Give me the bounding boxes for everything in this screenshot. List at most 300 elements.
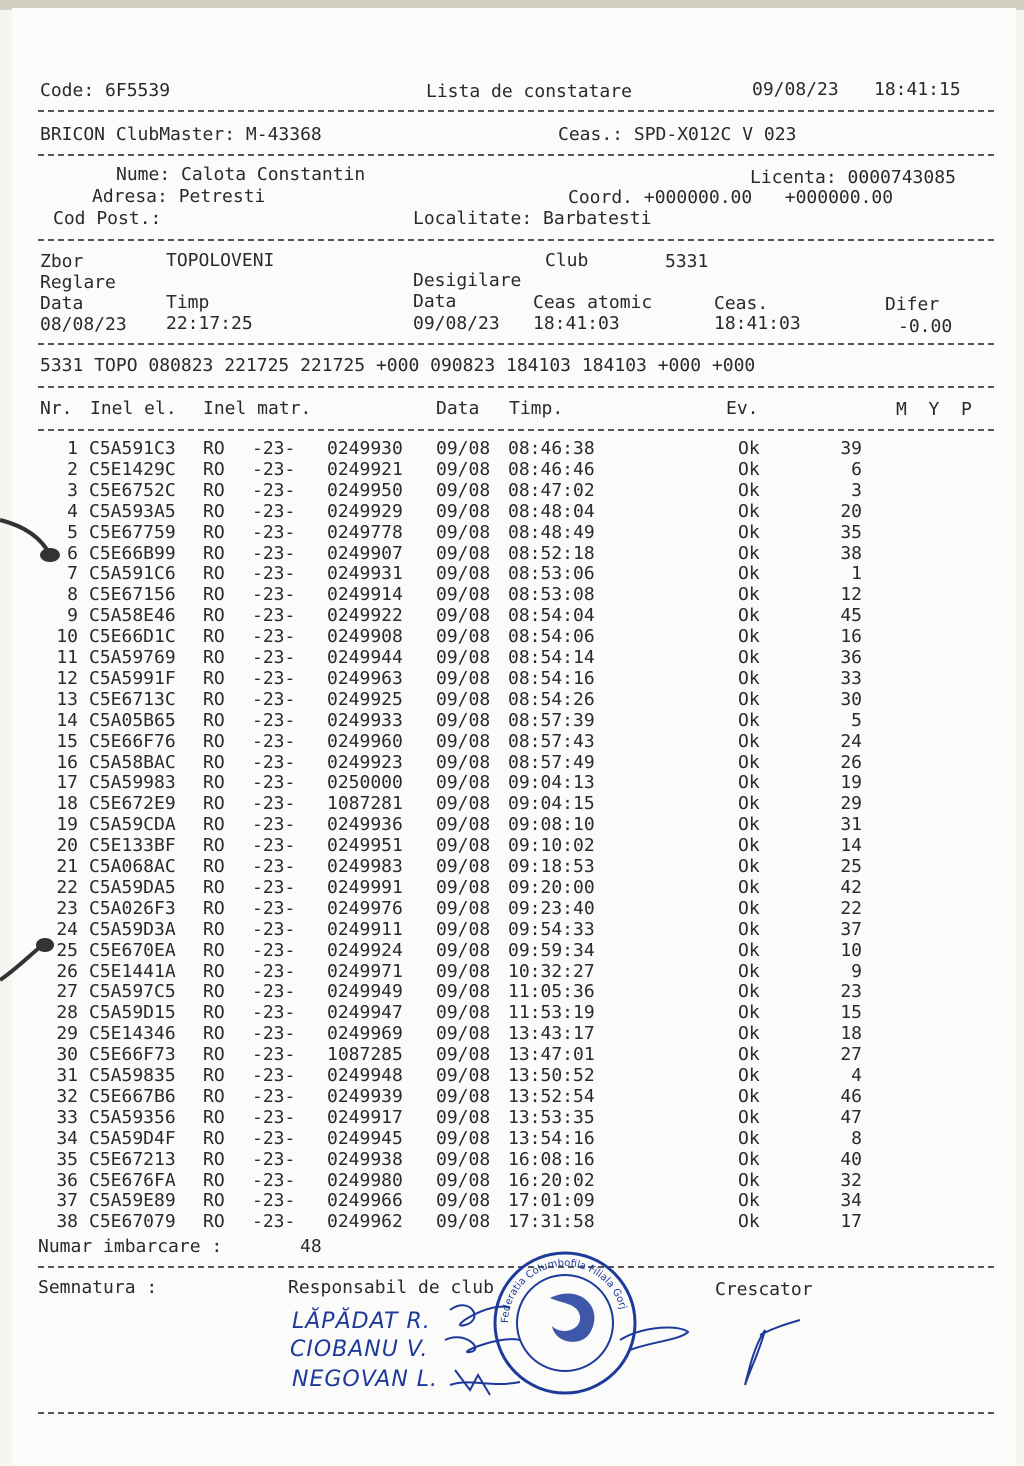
ring-number: 0249924 [327,939,403,961]
row-nr: 23 [56,897,78,919]
position: 18 [840,1023,862,1045]
arrival-date: 09/08 [436,605,491,627]
ring-number: 0249908 [327,626,403,648]
arrival-date: 09/08 [436,479,491,501]
country-code: RO [203,1044,225,1066]
row-nr: 38 [56,1211,78,1233]
arrival-date: 09/08 [436,438,491,459]
doc-code: Code: 6F5539 [40,80,171,101]
arrival-date: 09/08 [436,1106,491,1128]
table-row [0,584,1000,605]
row-nr: 2 [67,458,78,480]
arrival-date: 09/08 [436,856,491,877]
arrival-date: 09/08 [436,1065,491,1086]
position: 17 [840,1211,862,1233]
arrival-time: 09:54:33 [508,918,595,940]
device-id: BRICON ClubMaster: M-43368 [40,124,322,145]
arrival-date: 09/08 [436,897,491,919]
row-nr: 10 [56,626,78,648]
position: 16 [840,626,862,648]
handwritten-name-1: LĂPĂDAT R. [292,1309,431,1334]
arrival-time: 10:32:27 [508,960,595,982]
position: 22 [840,897,862,919]
position: 25 [840,856,862,877]
table-row [0,961,1000,982]
table-row [0,522,1000,543]
arrival-time: 13:52:54 [508,1085,595,1107]
ring-year: -23- [252,1190,296,1212]
ring-number: 0249947 [327,1002,403,1024]
ring-number: 0249778 [327,521,403,543]
event-status: Ok [738,835,760,857]
handwritten-name-3: NEGOVAN L. [292,1367,439,1392]
country-code: RO [203,1169,225,1191]
club-label: Club [545,250,589,271]
ring-year: -23- [252,960,296,982]
table-row [0,459,1000,480]
row-nr: 28 [56,1002,78,1024]
binder-mark-icon [0,500,70,580]
divider [38,154,994,156]
row-nr: 8 [67,584,78,606]
event-status: Ok [738,709,760,731]
table-row [0,543,1000,564]
electronic-ring: C5E133BF [89,835,176,857]
event-status: Ok [738,1211,760,1233]
col-myp: M Y P [896,399,972,420]
row-nr: 34 [56,1127,78,1149]
electronic-ring: C5A068AC [89,856,176,877]
country-code: RO [203,458,225,480]
position: 19 [840,772,862,794]
country-code: RO [203,1106,225,1128]
ring-number: 1087281 [327,793,403,815]
country-code: RO [203,479,225,501]
row-nr: 3 [67,479,78,501]
divider [38,239,994,241]
row-nr: 17 [56,772,78,794]
electronic-ring: C5E66D1C [89,626,176,648]
ring-number: 0249945 [327,1127,403,1149]
reglare-label: Reglare [40,272,116,293]
event-status: Ok [738,730,760,752]
country-code: RO [203,500,225,522]
event-status: Ok [738,1127,760,1149]
ring-year: -23- [252,605,296,627]
owner-locality: Localitate: Barbatesti [413,208,652,229]
arrival-time: 08:48:49 [508,521,595,543]
ring-year: -23- [252,1002,296,1024]
country-code: RO [203,1023,225,1045]
country-code: RO [203,1190,225,1212]
timp-label: Timp [166,292,210,313]
ring-year: -23- [252,479,296,501]
event-status: Ok [738,751,760,773]
table-row [0,877,1000,898]
row-nr: 32 [56,1085,78,1107]
electronic-ring: C5E672E9 [89,793,176,815]
row-nr: 31 [56,1065,78,1086]
electronic-ring: C5A59CDA [89,814,176,836]
arrival-date: 09/08 [436,521,491,543]
row-nr: 4 [67,500,78,522]
electronic-ring: C5E670EA [89,939,176,961]
ring-number: 0249966 [327,1190,403,1212]
ring-year: -23- [252,897,296,919]
event-status: Ok [738,1065,760,1086]
arrival-time: 08:52:18 [508,542,595,564]
reglare-time: 22:17:25 [166,313,253,334]
electronic-ring: C5A591C3 [89,438,176,459]
ring-year: -23- [252,647,296,668]
arrival-date: 09/08 [436,688,491,710]
arrival-time: 08:54:16 [508,667,595,689]
country-code: RO [203,960,225,982]
desigilare-label: Desigilare [413,270,522,291]
electronic-ring: C5E66F73 [89,1044,176,1066]
ring-number: 0249991 [327,876,403,898]
col-ev: Ev. [726,398,759,419]
event-status: Ok [738,688,760,710]
col-inel-matr: Inel matr. [203,398,312,419]
position: 40 [840,1148,862,1170]
numar-value: 48 [300,1236,322,1257]
crescator-signature-icon [715,1305,815,1395]
row-nr: 16 [56,751,78,773]
ring-year: -23- [252,458,296,480]
country-code: RO [203,688,225,710]
electronic-ring: C5E67079 [89,1211,176,1233]
electronic-ring: C5A59E89 [89,1190,176,1212]
position: 26 [840,751,862,773]
arrival-date: 09/08 [436,1169,491,1191]
electronic-ring: C5E667B6 [89,1085,176,1107]
desigilare-date: 09/08/23 [413,313,500,334]
ceas-atomic-label: Ceas atomic [533,292,653,313]
electronic-ring: C5A026F3 [89,897,176,919]
event-status: Ok [738,542,760,564]
row-nr: 12 [56,667,78,689]
electronic-ring: C5A593A5 [89,500,176,522]
event-status: Ok [738,793,760,815]
position: 30 [840,688,862,710]
ring-number: 0249923 [327,751,403,773]
table-row [0,814,1000,835]
ring-year: -23- [252,626,296,648]
ring-year: -23- [252,751,296,773]
table-row [0,1149,1000,1170]
table-row [0,1023,1000,1044]
arrival-date: 09/08 [436,626,491,648]
ring-number: 0249949 [327,981,403,1003]
ring-number: 0249922 [327,605,403,627]
country-code: RO [203,709,225,731]
country-code: RO [203,1002,225,1024]
ring-number: 0249962 [327,1211,403,1233]
ring-number: 0249976 [327,897,403,919]
ring-year: -23- [252,542,296,564]
ring-year: -23- [252,1065,296,1086]
electronic-ring: C5A59769 [89,647,176,668]
row-nr: 13 [56,688,78,710]
country-code: RO [203,1148,225,1170]
arrival-date: 09/08 [436,876,491,898]
ring-number: 0249951 [327,835,403,857]
position: 12 [840,584,862,606]
event-status: Ok [738,1169,760,1191]
country-code: RO [203,1211,225,1233]
responsabil-label: Responsabil de club [288,1277,494,1298]
arrival-time: 13:53:35 [508,1106,595,1128]
table-row [0,772,1000,793]
country-code: RO [203,793,225,815]
arrival-time: 16:08:16 [508,1148,595,1170]
table-row [0,626,1000,647]
event-status: Ok [738,500,760,522]
table-row [0,898,1000,919]
country-code: RO [203,730,225,752]
electronic-ring: C5A59DA5 [89,876,176,898]
position: 32 [840,1169,862,1191]
doc-time: 18:41:15 [874,79,961,100]
electronic-ring: C5E6752C [89,479,176,501]
arrival-date: 09/08 [436,563,491,585]
ring-year: -23- [252,939,296,961]
arrival-date: 09/08 [436,1127,491,1149]
ring-year: -23- [252,1106,296,1128]
arrival-date: 09/08 [436,1190,491,1212]
owner-postcode: Cod Post.: [53,208,162,229]
ring-number: 0249938 [327,1148,403,1170]
binder-mark-icon [0,925,70,995]
arrival-date: 09/08 [436,918,491,940]
ring-year: -23- [252,1169,296,1191]
difer-label: Difer [885,294,940,315]
ring-year: -23- [252,1211,296,1233]
ring-number: 0249939 [327,1085,403,1107]
table-row [0,940,1000,961]
arrival-time: 09:04:15 [508,793,595,815]
electronic-ring: C5A59983 [89,772,176,794]
ring-number: 0249983 [327,856,403,877]
event-status: Ok [738,1023,760,1045]
arrival-date: 09/08 [436,1044,491,1066]
electronic-ring: C5A58BAC [89,751,176,773]
ring-number: 0249980 [327,1169,403,1191]
event-status: Ok [738,960,760,982]
row-nr: 18 [56,793,78,815]
position: 4 [851,1065,862,1086]
ring-year: -23- [252,1044,296,1066]
table-row [0,856,1000,877]
svg-text:Federatia Columbofila Filiala: Federatia Columbofila Filiala Gorj [499,1257,629,1324]
arrival-time: 08:46:46 [508,458,595,480]
arrival-time: 17:01:09 [508,1190,595,1212]
position: 31 [840,814,862,836]
country-code: RO [203,438,225,459]
col-timp: Timp. [509,398,564,419]
position: 6 [851,458,862,480]
club-stamp-icon [490,1248,640,1398]
ring-number: 0249925 [327,688,403,710]
electronic-ring: C5E67213 [89,1148,176,1170]
position: 38 [840,542,862,564]
country-code: RO [203,751,225,773]
col-data: Data [436,398,480,419]
arrival-time: 09:18:53 [508,856,595,877]
country-code: RO [203,1127,225,1149]
electronic-ring: C5E6713C [89,688,176,710]
data-label: Data [40,293,84,314]
electronic-ring: C5A59D4F [89,1127,176,1149]
ring-year: -23- [252,667,296,689]
doc-date: 09/08/23 [752,79,839,100]
ring-year: -23- [252,500,296,522]
row-nr: 30 [56,1044,78,1066]
ring-year: -23- [252,1085,296,1107]
event-status: Ok [738,856,760,877]
owner-license: Licenta: 0000743085 [750,167,956,188]
position: 42 [840,876,862,898]
electronic-ring: C5A5991F [89,667,176,689]
data2-label: Data [413,291,457,312]
arrival-date: 09/08 [436,960,491,982]
ring-number: 0249960 [327,730,403,752]
ring-year: -23- [252,1127,296,1149]
table-row [0,731,1000,752]
event-status: Ok [738,1002,760,1024]
position: 23 [840,981,862,1003]
position: 14 [840,835,862,857]
arrival-date: 09/08 [436,667,491,689]
ring-number: 0249930 [327,438,403,459]
position: 36 [840,647,862,668]
arrival-date: 09/08 [436,584,491,606]
ring-year: -23- [252,918,296,940]
arrival-date: 09/08 [436,1148,491,1170]
table-row [0,793,1000,814]
row-nr: 6 [67,542,78,564]
table-row [0,1002,1000,1023]
ring-year: -23- [252,709,296,731]
position: 45 [840,605,862,627]
arrival-date: 09/08 [436,458,491,480]
position: 29 [840,793,862,815]
ring-number: 0249944 [327,647,403,668]
table-row [0,919,1000,940]
numar-label: Numar imbarcare : [38,1236,223,1257]
position: 10 [840,939,862,961]
owner-coords: Coord. +000000.00 +000000.00 [568,187,894,208]
event-status: Ok [738,1044,760,1066]
ring-number: 0249971 [327,960,403,982]
country-code: RO [203,542,225,564]
position: 35 [840,521,862,543]
event-status: Ok [738,814,760,836]
row-nr: 29 [56,1023,78,1045]
country-code: RO [203,939,225,961]
arrival-date: 09/08 [436,1023,491,1045]
table-row [0,1211,1000,1232]
arrival-time: 09:20:00 [508,876,595,898]
table-row [0,563,1000,584]
position: 39 [840,438,862,459]
arrival-date: 09/08 [436,939,491,961]
arrival-date: 09/08 [436,1002,491,1024]
arrival-date: 09/08 [436,1085,491,1107]
country-code: RO [203,835,225,857]
club-value: 5331 [665,251,709,272]
electronic-ring: C5E66B99 [89,542,176,564]
country-code: RO [203,981,225,1003]
position: 1 [851,563,862,585]
event-status: Ok [738,1085,760,1107]
ring-year: -23- [252,1148,296,1170]
table-row [0,1107,1000,1128]
arrival-time: 13:54:16 [508,1127,595,1149]
handwritten-name-2: CIOBANU V. [290,1337,429,1362]
ring-number: 0250000 [327,772,403,794]
arrival-date: 09/08 [436,751,491,773]
event-status: Ok [738,667,760,689]
position: 27 [840,1044,862,1066]
country-code: RO [203,584,225,606]
arrival-date: 09/08 [436,647,491,668]
event-status: Ok [738,939,760,961]
ring-number: 0249917 [327,1106,403,1128]
position: 46 [840,1085,862,1107]
arrival-date: 09/08 [436,793,491,815]
electronic-ring: C5A591C6 [89,563,176,585]
table-row [0,835,1000,856]
country-code: RO [203,1085,225,1107]
electronic-ring: C5A597C5 [89,981,176,1003]
row-nr: 11 [56,647,78,668]
country-code: RO [203,772,225,794]
ring-year: -23- [252,438,296,459]
arrival-time: 13:43:17 [508,1023,595,1045]
ring-year: -23- [252,730,296,752]
table-row [0,1086,1000,1107]
table-row [0,1065,1000,1086]
divider [38,429,994,431]
event-status: Ok [738,563,760,585]
country-code: RO [203,856,225,877]
table-row [0,480,1000,501]
ring-number: 0249907 [327,542,403,564]
electronic-ring: C5A59D3A [89,918,176,940]
position: 47 [840,1106,862,1128]
arrival-time: 09:04:13 [508,772,595,794]
arrival-time: 08:57:39 [508,709,595,731]
position: 33 [840,667,862,689]
arrival-date: 09/08 [436,500,491,522]
row-nr: 14 [56,709,78,731]
table-row [0,605,1000,626]
zbor-label: Zbor [40,251,84,272]
row-nr: 22 [56,876,78,898]
electronic-ring: C5E676FA [89,1169,176,1191]
row-nr: 21 [56,856,78,877]
row-nr: 36 [56,1169,78,1191]
electronic-ring: C5E66F76 [89,730,176,752]
arrival-time: 09:10:02 [508,835,595,857]
event-status: Ok [738,584,760,606]
owner-name: Nume: Calota Constantin [116,164,366,185]
ring-year: -23- [252,1023,296,1045]
country-code: RO [203,918,225,940]
electronic-ring: C5E14346 [89,1023,176,1045]
